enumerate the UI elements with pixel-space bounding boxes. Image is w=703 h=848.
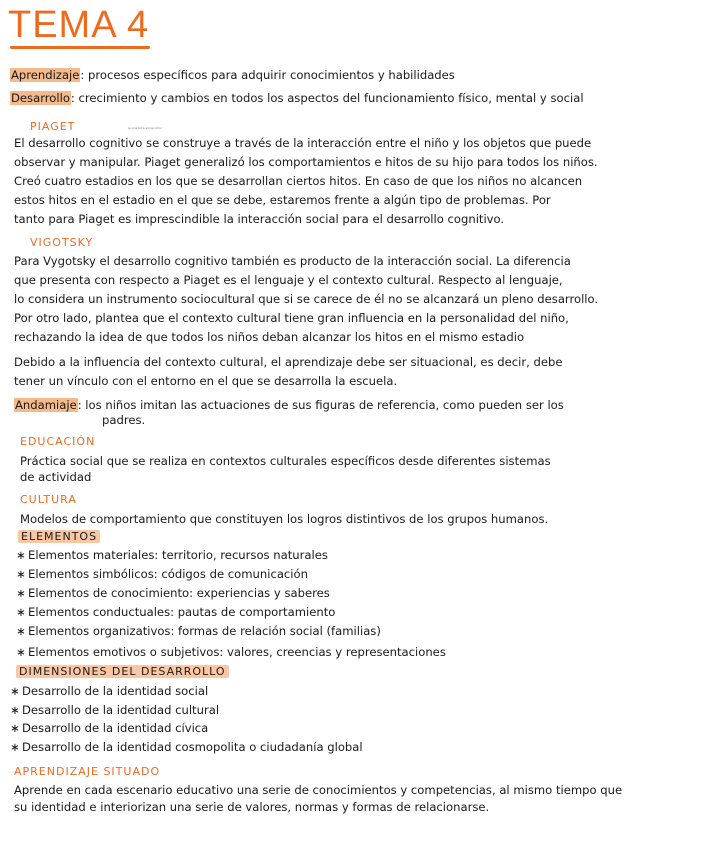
elementos-item [16, 645, 446, 659]
page-title: TEMA 4 [8, 4, 150, 46]
dimensiones-item [10, 684, 208, 698]
vigotsky-line: Para Vygotsky el desarrollo cognitivo también es producto de la interacción social. La diferencia [14, 254, 571, 268]
elementos-item [16, 586, 330, 600]
vigotsky-line: que presenta con respecto a Piaget es el lenguaje y el contexto cultural. Respecto al lenguaje, [14, 273, 563, 287]
dimensiones-item-text: Desarrollo de la identidad cultural [22, 703, 220, 717]
dimensiones-item [10, 740, 363, 754]
elementos-item-text: Elementos materiales: territorio, recursos naturales [28, 548, 328, 562]
vigotsky-line: Por otro lado, plantea que el contexto cultural tiene gran influencia en la personalidad del niño, [14, 311, 569, 325]
heading-vigotsky: VIGOTSKY [30, 236, 94, 249]
vigotsky-line: rechazando la idea de que todos los niños deban alcanzar los hitos en el mismo estadio [14, 330, 525, 344]
small-note: ja ona bina siona lolini [128, 126, 162, 130]
asterisk-icon: ∗ [16, 567, 26, 581]
aprendizaje-situado-line: su identidad e interiorizan una serie de valores, normas y formas de relacionarse. [14, 800, 490, 814]
title-underline [10, 46, 150, 49]
heading-cultura: CULTURA [20, 493, 77, 506]
asterisk-icon: ∗ [10, 740, 20, 754]
asterisk-icon: ∗ [10, 721, 20, 735]
educacion-line: Práctica social que se realiza en contextos culturales específicos desde diferentes sistemas [20, 454, 551, 468]
heading-piaget: PIAGET [30, 120, 76, 133]
heading-elementos: ELEMENTOS [18, 530, 100, 543]
dimensiones-item [10, 703, 219, 717]
term-andamiaje: Andamiaje [15, 398, 77, 412]
elementos-item-text: Elementos organizativos: formas de relación social (familias) [28, 624, 381, 638]
heading-dimensiones: DIMENSIONES DEL DESARROLLO [16, 665, 229, 678]
asterisk-icon: ∗ [10, 684, 20, 698]
vigotsky-line: Debido a la influencia del contexto cultural, el aprendizaje debe ser situacional, es decir, debe [14, 355, 563, 369]
elementos-item [16, 567, 308, 581]
asterisk-icon: ∗ [10, 703, 20, 717]
elementos-item-text: Elementos de conocimiento: experiencias y saberes [28, 586, 330, 600]
asterisk-icon: ∗ [16, 645, 26, 659]
andamiaje-line [14, 398, 564, 412]
piaget-line: Creó cuatro estadios en los que se desarrollan ciertos hitos. En caso de que los niños no alcancen [14, 174, 583, 188]
andamiaje-text: : los niños imitan las actuaciones de sus figuras de referencia, como pueden ser los [77, 398, 564, 412]
elementos-item [16, 548, 328, 562]
piaget-line: tanto para Piaget es imprescindible la interacción social para el desarrollo cognitivo. [14, 212, 505, 226]
dimensiones-item-text: Desarrollo de la identidad cosmopolita o ciudadanía global [22, 740, 363, 754]
piaget-line: estos hitos en el estadio en el que se debe, estaremos frente a algún tipo de problemas. Por [14, 193, 551, 207]
heading-aprendizaje-situado: APRENDIZAJE SITUADO [14, 765, 161, 778]
term-aprendizaje: Aprendizaje [11, 68, 80, 82]
definition-desarrollo-text: : crecimiento y cambios en todos los aspectos del funcionamiento físico, mental y social [70, 91, 584, 105]
cultura-text: Modelos de comportamiento que constituyen los logros distintivos de los grupos humanos. [20, 512, 549, 526]
andamiaje-line-2: padres. [102, 413, 146, 427]
asterisk-icon: ∗ [16, 586, 26, 600]
definition-aprendizaje [10, 68, 455, 82]
asterisk-icon: ∗ [16, 548, 26, 562]
elementos-item [16, 605, 335, 619]
aprendizaje-situado-line: Aprende en cada escenario educativo una serie de conocimientos y competencias, al mismo tiempo que [14, 783, 623, 797]
educacion-line: de actividad [20, 470, 92, 484]
elementos-item-text: Elementos emotivos o subjetivos: valores, creencias y representaciones [28, 645, 446, 659]
heading-educacion: EDUCACIÓN [20, 435, 96, 448]
vigotsky-line: lo considera un instrumento sociocultural que si se carece de él no se alcanzará un pleno desarrollo. [14, 292, 599, 306]
definition-desarrollo [10, 91, 584, 105]
piaget-line: El desarrollo cognitivo se construye a través de la interacción entre el niño y los objetos que puede [14, 136, 592, 150]
elementos-item-text: Elementos simbólicos: códigos de comunicación [28, 567, 308, 581]
elementos-item-text: Elementos conductuales: pautas de comportamiento [28, 605, 336, 619]
dimensiones-item [10, 721, 208, 735]
elementos-item [16, 624, 381, 638]
piaget-line: observar y manipular. Piaget generalizó los comportamientos e hitos de su hijo para todos los niños. [14, 155, 598, 169]
term-desarrollo: Desarrollo [11, 91, 70, 105]
asterisk-icon: ∗ [16, 605, 26, 619]
asterisk-icon: ∗ [16, 624, 26, 638]
dimensiones-item-text: Desarrollo de la identidad social [22, 684, 209, 698]
definition-aprendizaje-text: : procesos específicos para adquirir conocimientos y habilidades [80, 68, 455, 82]
vigotsky-line: tener un vínculo con el entorno en el que se desarrolla la escuela. [14, 374, 398, 388]
dimensiones-item-text: Desarrollo de la identidad cívica [22, 721, 209, 735]
